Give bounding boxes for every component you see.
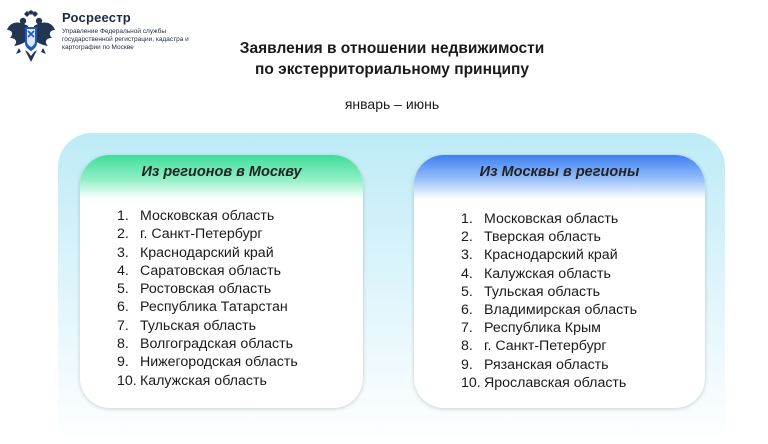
- page-title: [170, 38, 614, 80]
- item-region: Нижегородская область: [140, 354, 298, 371]
- card-from-moscow: [414, 155, 705, 408]
- item-region: Тульская область: [140, 317, 256, 334]
- list-item: [117, 317, 298, 335]
- item-number: 10.: [117, 372, 137, 389]
- list-item: [117, 280, 298, 298]
- item-number: 8.: [461, 338, 473, 355]
- item-number: 4.: [117, 262, 129, 279]
- item-region: г. Санкт-Петербург: [140, 226, 263, 243]
- list-item: [461, 337, 637, 355]
- list-item: [461, 265, 637, 283]
- item-region: Тульская область: [484, 283, 600, 300]
- list-item: [461, 210, 637, 228]
- double-headed-eagle-icon: [6, 10, 56, 66]
- item-number: 2.: [461, 229, 473, 246]
- item-number: 6.: [117, 299, 129, 316]
- list-item: [461, 246, 637, 264]
- item-number: 7.: [461, 320, 473, 337]
- list-item: [117, 335, 298, 353]
- item-region: Московская область: [140, 208, 275, 224]
- item-region: Республика Татарстан: [140, 299, 288, 316]
- list-item: [461, 228, 637, 246]
- title-line-1: Заявления в отношении недвижимости: [239, 40, 545, 57]
- item-region: Рязанская область: [484, 356, 609, 373]
- logo-name: Росреестр: [62, 10, 131, 25]
- item-region: Владимирская область: [484, 302, 638, 319]
- item-number: 7.: [117, 317, 129, 334]
- item-number: 5.: [461, 283, 473, 300]
- item-number: 6.: [461, 302, 473, 319]
- list-item: [117, 353, 298, 371]
- list-item: [461, 319, 637, 337]
- card-to-moscow: [80, 155, 363, 408]
- item-region: Волгоградская область: [140, 336, 293, 353]
- item-number: 9.: [461, 356, 473, 373]
- item-region: Ярославская область: [484, 374, 627, 391]
- list-item: [117, 262, 298, 280]
- list-item: [117, 207, 298, 225]
- card-from-moscow-heading: Из Москвы в регионы: [414, 155, 705, 199]
- logo-subtitle: Управление Федеральной службы государственной регистрации, кадастра и картографии по Москве: [62, 28, 189, 51]
- item-region: Тверская область: [484, 229, 601, 246]
- list-item: [461, 356, 637, 374]
- item-number: 1.: [461, 211, 473, 227]
- regions-to-moscow-list: [117, 207, 298, 390]
- item-region: г. Санкт-Петербург: [484, 338, 607, 355]
- list-item: [117, 372, 298, 390]
- list-item: [117, 225, 298, 243]
- item-region: Краснодарский край: [140, 244, 274, 261]
- item-region: Республика Крым: [484, 320, 601, 337]
- list-item: [117, 244, 298, 262]
- period-label: январь – июнь: [344, 96, 440, 112]
- item-number: 3.: [461, 247, 473, 264]
- item-number: 3.: [117, 244, 129, 261]
- item-region: Калужская область: [484, 265, 611, 282]
- item-region: Московская область: [484, 211, 619, 227]
- item-number: 5.: [117, 281, 129, 298]
- item-region: Саратовская область: [140, 262, 282, 279]
- regions-from-moscow-list: [461, 210, 637, 392]
- list-item: [461, 301, 637, 319]
- item-number: 4.: [461, 265, 473, 282]
- rosreestr-logo: [6, 10, 192, 66]
- list-item: [117, 298, 298, 316]
- item-number: 1.: [117, 208, 129, 224]
- item-number: 10.: [461, 374, 481, 391]
- list-item: [461, 374, 637, 392]
- card-to-moscow-heading: Из регионов в Москву: [80, 155, 363, 199]
- item-region: Калужская область: [140, 372, 267, 389]
- item-number: 9.: [117, 354, 129, 371]
- title-line-2: по экстерриториальному принципу: [255, 61, 529, 78]
- list-item: [461, 283, 637, 301]
- item-region: Краснодарский край: [484, 247, 618, 264]
- item-region: Ростовская область: [140, 281, 272, 298]
- item-number: 8.: [117, 336, 129, 353]
- item-number: 2.: [117, 226, 129, 243]
